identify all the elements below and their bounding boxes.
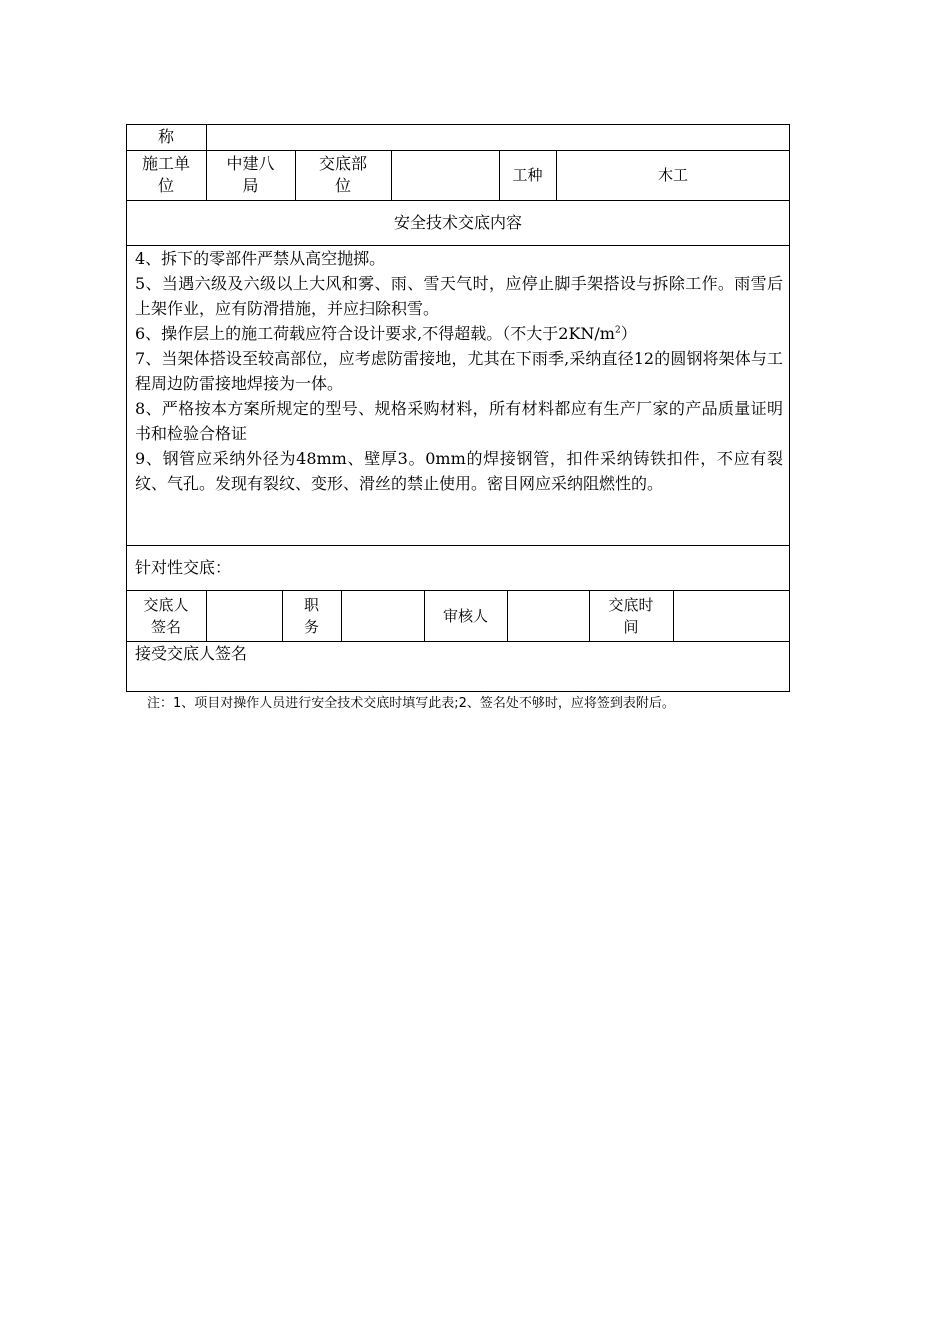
briefing-location-label-line1: 交底部 [318, 154, 367, 173]
footnote: 注：1、项目对操作人员进行安全技术交底时填写此表;2、签名处不够时，应将签到表附后。 [147, 696, 675, 711]
reviewer-field[interactable] [507, 590, 589, 641]
project-name-value[interactable] [206, 124, 790, 150]
project-name-label [126, 124, 206, 150]
safety-briefing-table [126, 124, 790, 692]
construction-unit-value-line2: 局 [242, 176, 259, 195]
content-item-9: 9、钢管应采纳外径为48mm、壁厚3。0mm的焊接钢管，扣件采纳铸铁扣件，不应有裂纹、气孔。发现有裂纹、变形、滑丝的禁止使用。密目网应采纳阻燃性的。 [135, 449, 783, 493]
presenter-signature-label-line1: 交底人 [143, 595, 189, 614]
position-label-line2: 务 [303, 617, 319, 636]
briefing-time-label-line1: 交底时 [608, 595, 654, 614]
reviewer-label [424, 590, 507, 641]
briefing-content [135, 246, 783, 496]
construction-unit-label-line1: 施工单 [141, 154, 190, 173]
targeted-briefing-row[interactable] [135, 545, 775, 590]
content-item-6-close: ） [620, 324, 637, 343]
table-border-bottom [126, 691, 790, 692]
trade-value-text: 木工 [657, 166, 688, 184]
presenter-signature-label-line2: 签名 [150, 617, 181, 636]
position-label [282, 590, 341, 641]
project-name-label-text: 称 [157, 127, 174, 146]
construction-unit-label-line2: 位 [157, 176, 174, 195]
section-title [126, 200, 790, 245]
briefing-time-label [589, 590, 673, 641]
presenter-signature-field[interactable] [206, 590, 282, 641]
receiver-signature-label: 接受交底人签名 [135, 644, 248, 663]
presenter-signature-label [126, 590, 206, 641]
content-item-4: 4、拆下的零部件严禁从高空抛掷。 [135, 249, 386, 268]
trade-label [499, 150, 556, 200]
briefing-location-label [295, 150, 391, 200]
targeted-briefing-label: 针对性交底： [135, 557, 232, 577]
reviewer-label-text: 审核人 [442, 606, 488, 625]
content-item-6-text: 6、操作层上的施工荷载应符合设计要求,不得超载。（不大于2KN/m [135, 324, 615, 343]
briefing-time-field[interactable] [673, 590, 790, 641]
briefing-location-label-line2: 位 [334, 176, 351, 195]
briefing-location-value[interactable] [391, 150, 499, 200]
construction-unit-value[interactable] [206, 150, 295, 200]
unit-superscript: 2 [614, 325, 621, 336]
content-item-7: 7、当架体搭设至较高部位，应考虑防雷接地，尤其在下雨季,采纳直径12的圆钢将架体与工程周边防雷接地焊接为一体。 [135, 349, 783, 393]
trade-value[interactable] [556, 150, 790, 200]
content-item-8: 8、严格按本方案所规定的型号、规格采购材料，所有材料都应有生产厂家的产品质量证明书和检验合格证 [135, 399, 783, 443]
trade-label-text: 工种 [512, 166, 543, 184]
position-field[interactable] [341, 590, 424, 641]
briefing-time-label-line2: 间 [623, 617, 639, 636]
construction-unit-label [126, 150, 206, 200]
section-title-text: 安全技术交底内容 [393, 212, 522, 232]
receiver-signature-row[interactable] [135, 641, 775, 667]
construction-unit-value-line1: 中建八 [226, 154, 275, 173]
content-item-5: 5、当遇六级及六级以上大风和雾、雨、雪天气时，应停止脚手架搭设与拆除工作。雨雪后上架作业，应有防滑措施，并应扫除积雪。 [135, 274, 783, 318]
position-label-line1: 职 [303, 595, 319, 614]
content-item-6 [135, 321, 783, 346]
